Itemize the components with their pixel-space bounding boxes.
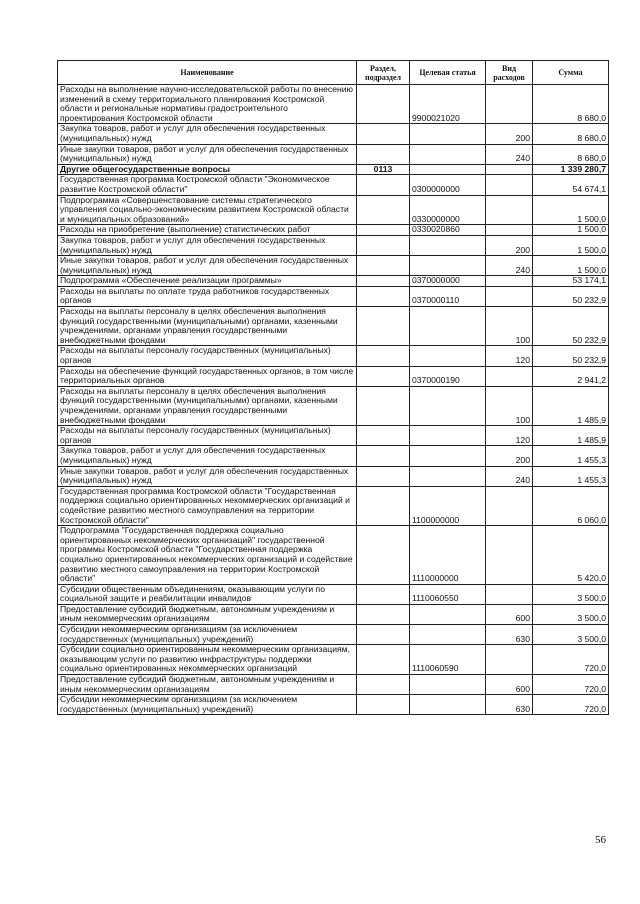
cell-name: Подпрограмма «Обеспечение реализации программы» [58,276,357,287]
cell-article [410,235,486,255]
cell-kind: 600 [486,604,533,624]
cell-kind [486,175,533,195]
cell-section [357,195,410,225]
table-row [58,466,609,486]
table-row [58,235,609,255]
cell-article: 0370000110 [410,286,486,306]
table-row [58,124,609,144]
cell-article [410,604,486,624]
table-row [58,604,609,624]
cell-kind [486,85,533,124]
page-number: 56 [595,834,606,846]
cell-article [410,256,486,276]
cell-name: Подпрограмма "Государственная поддержка социально ориентированных некоммерческих организаций" государственной программы Костромской области "Государственная поддержка социально ориентированных некоммерческих организаций и содействие развитию местного самоуправления на территории Костромской области" [58,526,357,585]
cell-article: 9900021020 [410,85,486,124]
cell-section [357,604,410,624]
cell-name: Субсидии социально ориентированным некоммерческим организациям, оказывающим услуги по развитию инфраструктуры поддержки социально ориентированных некоммерческих организаций [58,645,357,675]
cell-name: Государственная программа Костромской области "Экономическое развитие Костромской области" [58,175,357,195]
cell-article: 1110060590 [410,645,486,675]
cell-kind [486,225,533,236]
cell-sum: 1 455,3 [533,446,609,466]
table-row [58,175,609,195]
cell-section [357,366,410,386]
cell-section [357,175,410,195]
table-row [58,286,609,306]
header-sum: Сумма [533,61,609,85]
cell-article: 0370000190 [410,366,486,386]
cell-article: 0300000000 [410,175,486,195]
cell-name: Расходы на выплаты персоналу в целях обеспечения выполнения функций государственными (муниципальными) органами, казенными учреждениями, органами управления государственными внебюджетными фондами [58,386,357,425]
table-row [58,195,609,225]
table-row [58,645,609,675]
cell-name: Предоставление субсидий бюджетным, автономным учреждениям и иным некоммерческим организациям [58,675,357,695]
cell-kind: 630 [486,625,533,645]
cell-kind: 100 [486,386,533,425]
cell-section [357,625,410,645]
cell-article [410,164,486,175]
cell-kind: 100 [486,307,533,346]
cell-kind [486,645,533,675]
cell-kind: 240 [486,144,533,164]
cell-sum: 720,0 [533,645,609,675]
cell-name: Другие общегосударственные вопросы [58,164,357,175]
table-row [58,366,609,386]
cell-kind [486,486,533,525]
cell-section [357,386,410,425]
table-row [58,256,609,276]
cell-article [410,695,486,715]
cell-article [410,625,486,645]
cell-sum: 1 500,0 [533,235,609,255]
cell-section: 0113 [357,164,410,175]
cell-sum: 8 680,0 [533,85,609,124]
cell-name: Субсидии некоммерческим организациям (за исключением государственных (муниципальных) учреждений) [58,625,357,645]
cell-sum: 3 500,0 [533,625,609,645]
table-row [58,164,609,175]
table-header-row [58,61,609,85]
budget-table [57,60,609,715]
cell-article: 0330000000 [410,195,486,225]
cell-article [410,426,486,446]
cell-article [410,446,486,466]
cell-article: 0330020860 [410,225,486,236]
cell-article: 1100000000 [410,486,486,525]
cell-name: Закупка товаров, работ и услуг для обеспечения государственных (муниципальных) нужд [58,124,357,144]
cell-sum: 3 500,0 [533,584,609,604]
cell-article [410,144,486,164]
cell-name: Иные закупки товаров, работ и услуг для обеспечения государственных (муниципальных) нужд [58,466,357,486]
cell-kind [486,195,533,225]
header-section: Раздел, подраздел [357,61,410,85]
cell-sum: 5 420,0 [533,526,609,585]
table-row [58,426,609,446]
cell-kind: 200 [486,124,533,144]
cell-article [410,466,486,486]
cell-article: 1110000000 [410,526,486,585]
cell-sum: 8 680,0 [533,144,609,164]
cell-article: 1110060550 [410,584,486,604]
cell-kind [486,286,533,306]
cell-kind: 240 [486,256,533,276]
cell-section [357,426,410,446]
cell-section [357,486,410,525]
cell-section [357,675,410,695]
table-row [58,526,609,585]
table-row [58,386,609,425]
cell-name: Предоставление субсидий бюджетным, автономным учреждениям и иным некоммерческим организациям [58,604,357,624]
cell-section [357,235,410,255]
table-row [58,625,609,645]
table-row [58,584,609,604]
table-row [58,346,609,366]
cell-sum: 1 455,3 [533,466,609,486]
cell-article [410,386,486,425]
table-row [58,446,609,466]
cell-name: Закупка товаров, работ и услуг для обеспечения государственных (муниципальных) нужд [58,235,357,255]
cell-kind [486,164,533,175]
cell-section [357,695,410,715]
header-kind: Вид расходов [486,61,533,85]
cell-article: 0370000000 [410,276,486,287]
table-row [58,675,609,695]
cell-kind: 200 [486,235,533,255]
cell-sum: 6 060,0 [533,486,609,525]
cell-kind: 240 [486,466,533,486]
cell-section [357,225,410,236]
cell-kind: 120 [486,346,533,366]
cell-name: Расходы на выплаты персоналу государственных (муниципальных) органов [58,346,357,366]
cell-kind [486,366,533,386]
cell-sum: 54 674,1 [533,175,609,195]
cell-article [410,307,486,346]
cell-name: Расходы на выплаты по оплате труда работников государственных органов [58,286,357,306]
table-row [58,307,609,346]
cell-kind: 600 [486,675,533,695]
cell-sum: 1 500,0 [533,256,609,276]
cell-section [357,307,410,346]
cell-name: Закупка товаров, работ и услуг для обеспечения государственных (муниципальных) нужд [58,446,357,466]
cell-sum: 2 941,2 [533,366,609,386]
cell-sum: 1 500,0 [533,195,609,225]
cell-sum: 720,0 [533,695,609,715]
cell-article [410,124,486,144]
cell-section [357,584,410,604]
cell-name: Иные закупки товаров, работ и услуг для обеспечения государственных (муниципальных) нужд [58,144,357,164]
cell-sum: 3 500,0 [533,604,609,624]
cell-section [357,466,410,486]
cell-sum: 50 232,9 [533,346,609,366]
header-article: Целевая статья [410,61,486,85]
cell-section [357,85,410,124]
cell-sum: 50 232,9 [533,286,609,306]
cell-article [410,675,486,695]
table-row [58,144,609,164]
table-row [58,276,609,287]
cell-kind [486,584,533,604]
cell-name: Субсидии общественным объединениям, оказывающим услуги по социальной защите и реабилитации инвалидов [58,584,357,604]
cell-kind [486,276,533,287]
cell-section [357,256,410,276]
cell-name: Подпрограмма «Совершенствование системы стратегического управления социально-экономическим развитием Костромской области и муниципальных образований» [58,195,357,225]
table-body [58,85,609,715]
cell-sum: 53 174,1 [533,276,609,287]
cell-section [357,346,410,366]
cell-sum: 1 339 280,7 [533,164,609,175]
cell-kind: 120 [486,426,533,446]
cell-article [410,346,486,366]
table-row [58,486,609,525]
cell-kind: 630 [486,695,533,715]
table-row [58,695,609,715]
cell-section [357,526,410,585]
cell-section [357,645,410,675]
cell-section [357,276,410,287]
cell-sum: 8 680,0 [533,124,609,144]
cell-name: Расходы на выплаты персоналу государственных (муниципальных) органов [58,426,357,446]
cell-section [357,144,410,164]
table-row [58,85,609,124]
cell-name: Расходы на выплаты персоналу в целях обеспечения выполнения функций государственными (муниципальными) органами, казенными учреждениями, органами управления государственными внебюджетными фондами [58,307,357,346]
cell-sum: 50 232,9 [533,307,609,346]
cell-name: Расходы на выполнение научно-исследовательской работы по внесению изменений в схему территориального планирования Костромской области и региональные нормативы градостроительного проектирования Костромской области [58,85,357,124]
cell-kind [486,526,533,585]
cell-name: Иные закупки товаров, работ и услуг для обеспечения государственных (муниципальных) нужд [58,256,357,276]
cell-name: Государственная программа Костромской области "Государственная поддержка социально ориентированных некоммерческих организаций и содействие развитию местного самоуправления на территории Костромской области" [58,486,357,525]
cell-kind: 200 [486,446,533,466]
cell-name: Расходы на приобретение (выполнение) статистических работ [58,225,357,236]
cell-section [357,446,410,466]
cell-section [357,286,410,306]
header-name: Наименование [58,61,357,85]
cell-sum: 1 485,9 [533,386,609,425]
table-row [58,225,609,236]
cell-name: Субсидии некоммерческим организациям (за исключением государственных (муниципальных) учреждений) [58,695,357,715]
cell-sum: 720,0 [533,675,609,695]
cell-section [357,124,410,144]
cell-sum: 1 500,0 [533,225,609,236]
cell-sum: 1 485,9 [533,426,609,446]
cell-name: Расходы на обеспечение функций государственных органов, в том числе территориальных органов [58,366,357,386]
